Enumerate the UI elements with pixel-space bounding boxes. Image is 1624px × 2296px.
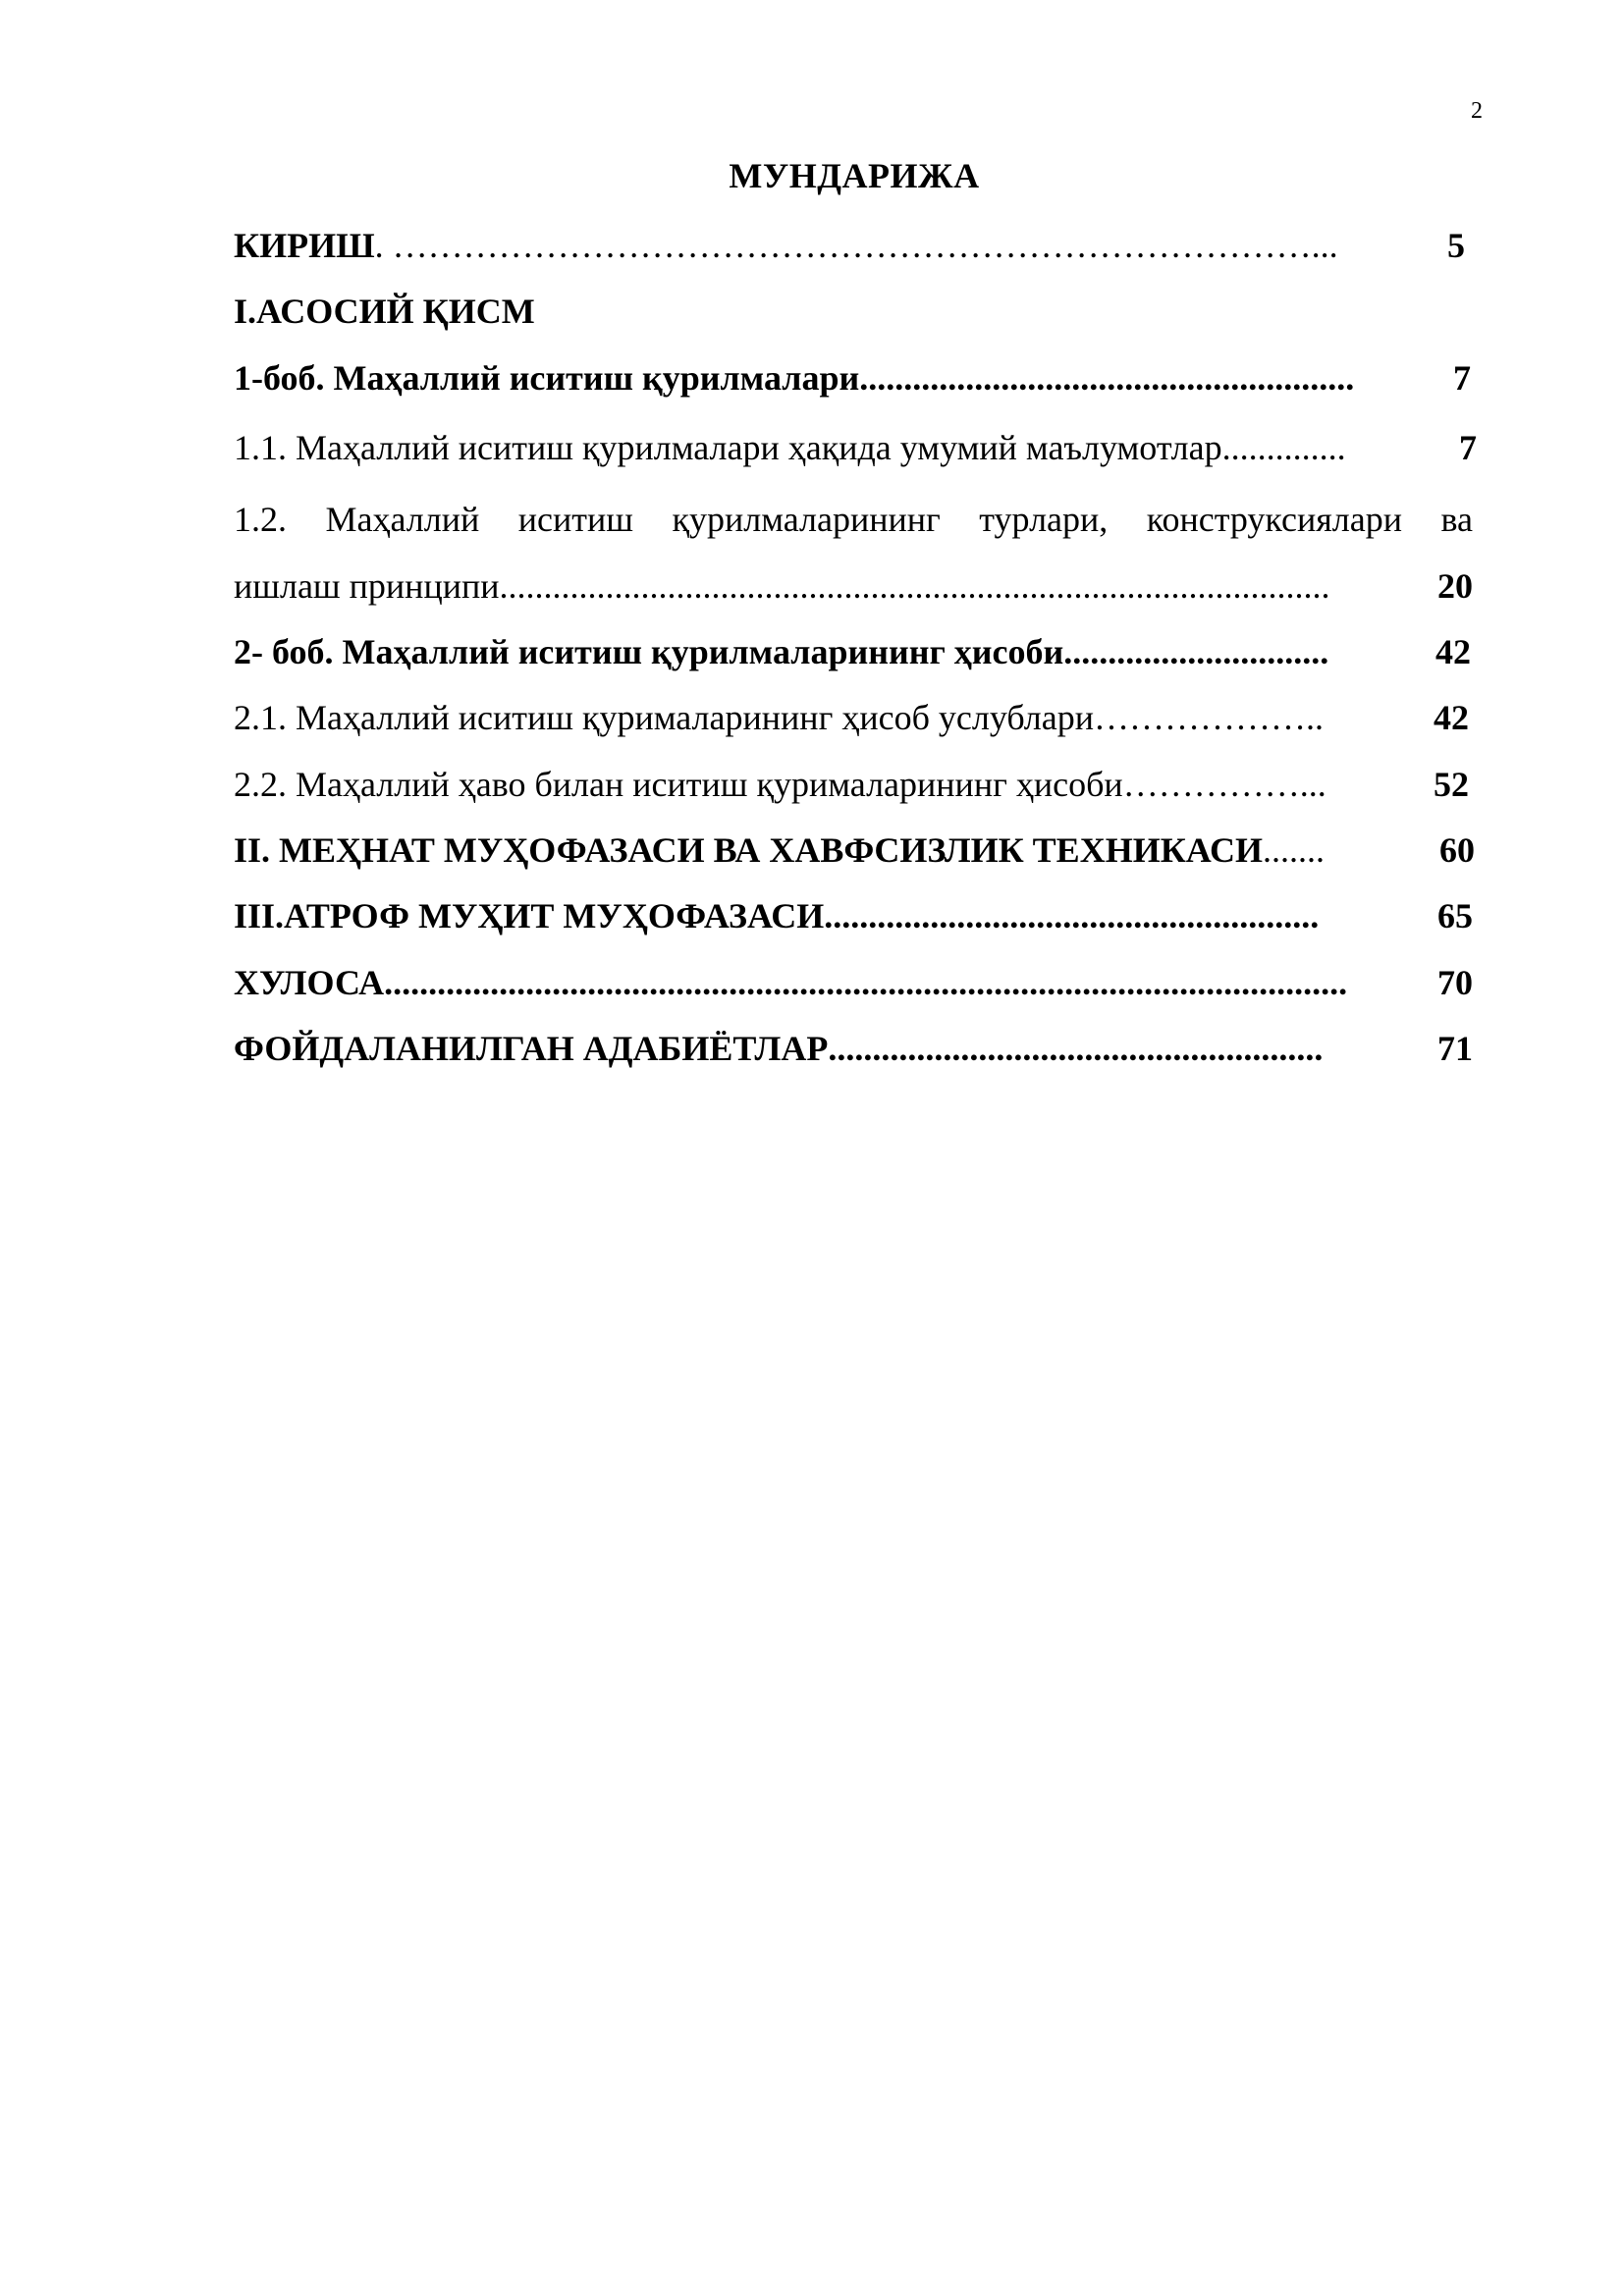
toc-page-number: 60 <box>1439 830 1475 870</box>
toc-page-number: 70 <box>1437 963 1473 1002</box>
toc-entry-section-1-2[interactable] <box>234 497 1473 542</box>
toc-leader: .............. <box>1221 428 1346 467</box>
toc-entry-label: III.АТРОФ МУҲИТ МУҲОФАЗАСИ <box>234 896 825 935</box>
toc-leader: .............................................................................................. <box>499 566 1330 606</box>
toc-page-number: 52 <box>1434 765 1469 804</box>
toc-page-number: 20 <box>1437 566 1473 606</box>
toc-leader: .............................. <box>1063 632 1329 671</box>
toc-entry-main-part[interactable] <box>234 289 1473 334</box>
toc-entry-label: КИРИШ <box>234 226 375 265</box>
toc-page-number: 65 <box>1437 896 1473 935</box>
toc-page-number: 7 <box>1453 358 1471 398</box>
toc-entry-label: I.АСОСИЙ ҚИСМ <box>234 292 535 331</box>
toc-leader: ....... <box>1263 830 1326 870</box>
toc-entry-label: 2.1. Маҳаллий иситиш қурималарининг ҳисоб услублари <box>234 698 1094 737</box>
toc-entry-labor-protection[interactable] <box>234 828 1475 873</box>
toc-entry-introduction[interactable] <box>234 223 1465 268</box>
toc-leader: ……………….. <box>1094 698 1324 737</box>
toc-entry-label: 1.2. Маҳаллий иситиш қурилмаларининг турлари, конструксиялари ва <box>234 500 1473 539</box>
toc-entry-chapter-1[interactable] <box>234 355 1471 400</box>
page-number: 2 <box>1471 98 1483 124</box>
toc-leader: ............................................................................................................. <box>384 963 1348 1002</box>
toc-entry-conclusion[interactable] <box>234 960 1473 1005</box>
toc-entry-label: 1-боб. Маҳаллий иситиш қурилмалари <box>234 358 860 398</box>
toc-entry-label: 1.1. Маҳаллий иситиш қурилмалари ҳақида умумий маълумотлар <box>234 428 1222 467</box>
toc-leader: . ……………………………………………………………………... <box>374 226 1338 265</box>
toc-entry-section-1-2-continued[interactable] <box>234 563 1473 609</box>
toc-leader: ........................................................ <box>859 358 1355 398</box>
toc-page-number: 71 <box>1437 1029 1473 1068</box>
toc-leader: ……………... <box>1122 765 1326 804</box>
toc-entry-label: II. МЕҲНАТ МУҲОФАЗАСИ ВА ХАВФСИЗЛИК ТЕХНИКАСИ <box>234 830 1264 870</box>
toc-entry-label: ишлаш принципи <box>234 566 500 606</box>
toc-leader: ........................................................ <box>828 1029 1324 1068</box>
toc-entry-section-2-1[interactable] <box>234 695 1469 740</box>
toc-page-number: 42 <box>1435 632 1471 671</box>
toc-page-number: 42 <box>1434 698 1469 737</box>
toc-entry-label: 2- боб. Маҳаллий иситиш қурилмаларининг ҳисоби <box>234 632 1064 671</box>
toc-entry-label: 2.2. Маҳаллий ҳаво билан иситиш қурималарининг ҳисоби <box>234 765 1123 804</box>
toc-entry-references[interactable] <box>234 1026 1473 1071</box>
toc-entry-section-1-1[interactable] <box>234 425 1477 470</box>
toc-entry-label: ФОЙДАЛАНИЛГАН АДАБИЁТЛАР <box>234 1029 829 1068</box>
toc-entry-section-2-2[interactable] <box>234 762 1469 807</box>
toc-page-number: 7 <box>1459 428 1477 467</box>
page-title: МУНДАРИЖА <box>729 156 980 195</box>
toc-entry-environment-protection[interactable] <box>234 893 1473 938</box>
toc-entry-chapter-2[interactable] <box>234 629 1471 674</box>
toc-entry-label: ХУЛОСА <box>234 963 385 1002</box>
toc-page-number: 5 <box>1447 226 1465 265</box>
toc-leader: ........................................................ <box>824 896 1320 935</box>
